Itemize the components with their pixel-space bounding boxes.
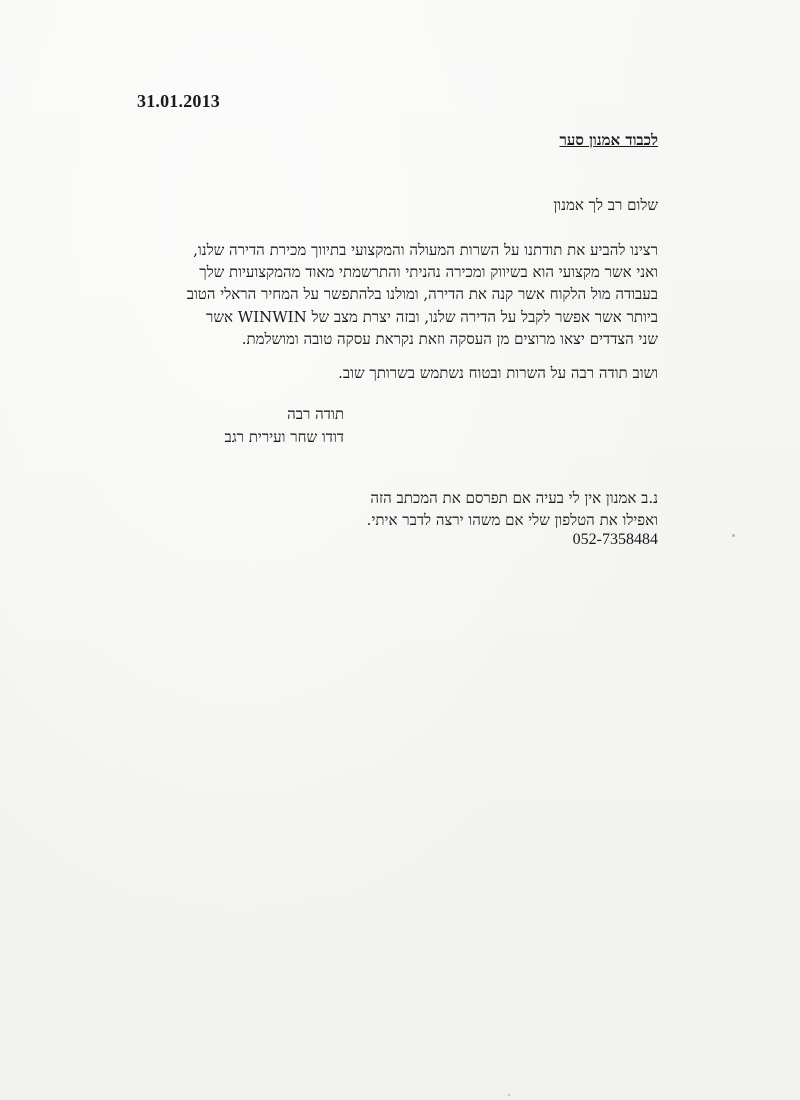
letter-body bbox=[138, 239, 658, 350]
body-line: רצינו להביע את תודתנו על השרות המעולה והמקצועי בתיווך מכירת הדירה שלנו, bbox=[193, 241, 658, 259]
letter-greeting: שלום רב לך אמנון bbox=[553, 196, 658, 214]
scan-speck bbox=[508, 1094, 510, 1096]
scan-speck bbox=[732, 534, 735, 537]
body-line: ביותר אשר אפשר לקבל על הדירה שלנו, ובזה יצרת מצב של WINWIN אשר bbox=[206, 307, 658, 326]
phone-number: 052-7358484 bbox=[572, 531, 658, 548]
letter-thanks: ושוב תודה רבה על השרות ובטוח נשתמש בשרותך שוב. bbox=[338, 364, 658, 382]
letter-postscript bbox=[367, 487, 658, 531]
body-line: שני הצדדים יצאו מרוצים מן העסקה וזאת נקראת עסקה טובה ומושלמת. bbox=[241, 329, 658, 348]
letter-recipient: לכבוד אמנון סער bbox=[559, 131, 658, 149]
letter-signoff: תודה רבה bbox=[287, 405, 344, 423]
letter-signature: דודו שחר ועירית רגב bbox=[224, 428, 344, 446]
body-line: ואני אשר מקצועי הוא בשיווק ומכירה נהניתי והתרשמתי מאוד מהמקצועיות שלך bbox=[199, 263, 658, 282]
letter-date: 31.01.2013 bbox=[137, 91, 220, 111]
postscript-line: ואפילו את הטלפון שלי אם משהו ירצה לדבר איתי. bbox=[366, 511, 658, 529]
postscript-line: נ.ב אמנון אין לי בעיה אם תפרסם את המכתב הזה bbox=[370, 489, 658, 507]
body-line: בעבודה מול הלקוח אשר קנה את הדירה, ומולנו בלהתפשר על המחיר הראלי הטוב bbox=[186, 285, 658, 304]
